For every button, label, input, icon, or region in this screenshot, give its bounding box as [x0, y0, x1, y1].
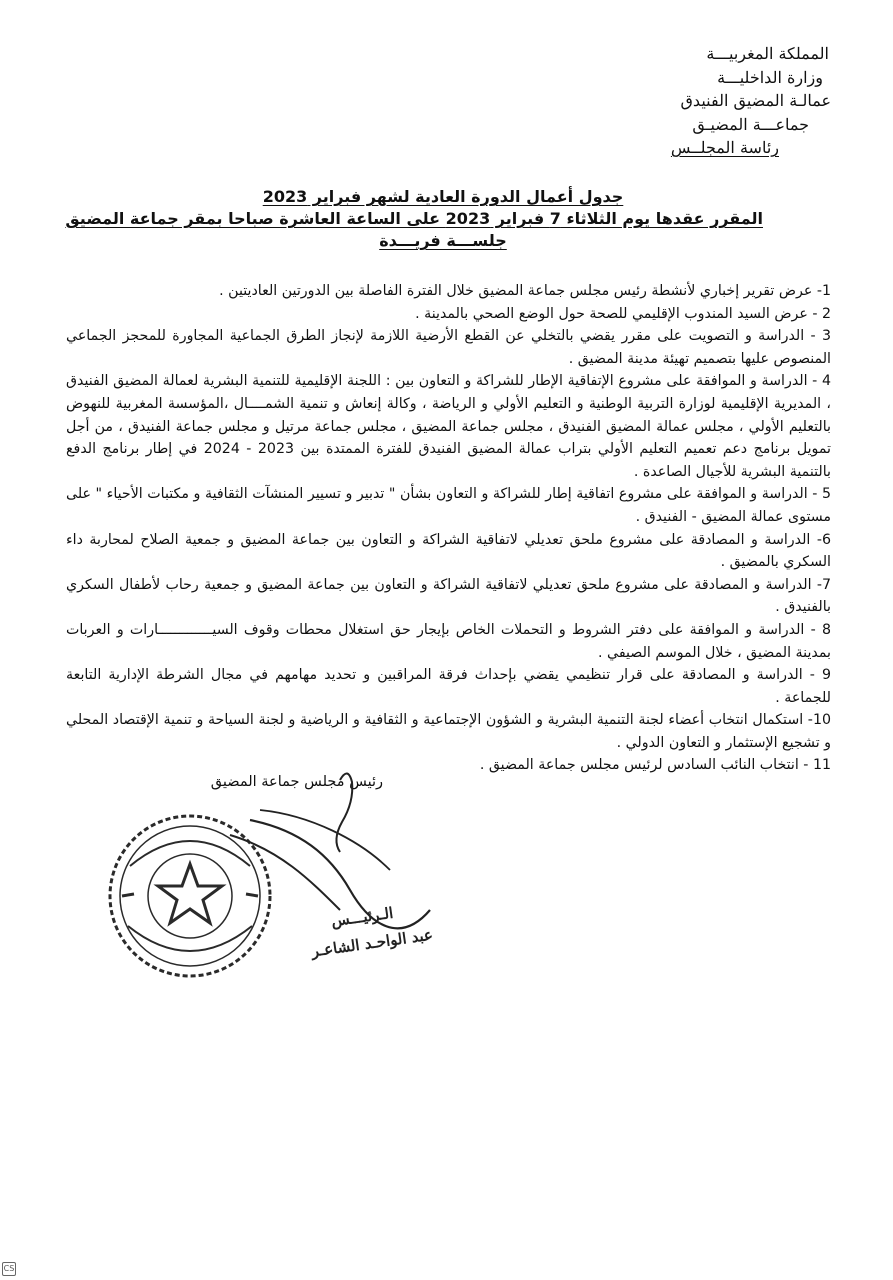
signatory-role: الـرئيـــس	[329, 903, 394, 931]
agenda-item-5: 5 - الدراسة و الموافقة على مشروع اتفاقية إطار للشراكة و التعاون بشأن " تدبير و تسيير المنشآت الثقافية و مكتبات الأحياء " على مستوى عمالة المضيق - الفنيدق .	[66, 486, 831, 525]
letterhead-line-prefecture: عمالـة المضيق الفنيدق	[680, 91, 831, 110]
agenda-item-1: 1- عرض تقرير إخباري لأنشطة رئيس مجلس جماعة المضيق خلال الفترة الفاصلة بين الدورتين العاديتين .	[219, 283, 831, 299]
agenda-item-2: 2 - عرض السيد المندوب الإقليمي للصحة حول الوضع الصحي بالمدينة .	[415, 305, 831, 322]
letterhead	[611, 42, 831, 160]
agenda-item-10: 10- استكمال انتخاب أعضاء لجنة التنمية البشرية و الشؤون الإجتماعية و الثقافية و الرياضية و لجنة السياحة و تنمية الإقتصاد المحلي و تشجيع الإستثمار و التعاون الدولي .	[66, 712, 831, 751]
letterhead-line-ministry: وزارة الداخليـــة	[717, 67, 823, 87]
agenda-item-3: 3 - الدراسة و التصويت على مقرر يقضي بالتخلي عن القطع الأرضية اللازمة لإنجاز الطرق الجماعية المجاورة للمحجز الجماعي المنصوص عليها بتصميم تهيئة مدينة المضيق .	[66, 328, 831, 367]
letterhead-line-kingdom: المملكة المغربيـــة	[706, 44, 829, 63]
agenda-item-8: 8 - الدراسة و الموافقة على دفتر الشروط و التحملات الخاص بإيجار حق استغلال محطات وقوف السيـــــــــــــارات و العربات بمدينة المضيق ، خلال الموسم الصيفي .	[66, 621, 831, 661]
agenda-heading	[65, 186, 763, 252]
agenda-item-6: 6- الدراسة و المصادقة على مشروع ملحق تعديلي لاتفاقية الشراكة و التعاون بين جماعة المضيق و جمعية الصلاح لمحاربة داء السكري بالمضيق .	[66, 531, 831, 571]
agenda-subtitle: المقرر عقدها يوم الثلاثاء 7 فبراير 2023 على الساعة العاشرة صباحا بمقر جماعة المضيق	[65, 209, 763, 228]
agenda-item-4: 4 - الدراسة و الموافقة على مشروع الإتفاقية الإطار للشراكة و التعاون بين : اللجنة الإقليمية للتنمية البشرية لعمالة المضيق الفنيدق ، المديرية الإقليمية لوزارة التربية الوطنية و التعليم الأولي و الرياضة ، وكالة إنعاش و تنمية الشمــــال ،المؤسسة المغربية للنهوض بالتعليم الأولي ، مجلس عمالة المضيق الفنيدق ، مجلس جماعة المضيق ، مجلس جماعة مرتيل و مجلس جماعة الفنيدق ، من أجل تمويل برنامج دعم تعميم التعليم الأولي بتراب عمالة المضيق الفنيدق للفترة الممتدة بين 2023 - 2024 في إطار برنامج الدفع بالتنمية البشرية للأجيال الصاعدة .	[66, 373, 832, 480]
agenda-title: جدول أعمال الدورة العادية لشهر فبراير 2023	[262, 187, 624, 206]
letterhead-line-presidency: رئاسة المجلــس	[670, 138, 779, 157]
signatory-name: عبد الواحـد الشاعـر	[310, 925, 434, 961]
handwritten-signature-icon	[190, 760, 520, 960]
signatory-title: رئيس مجلس جماعة المضيق	[210, 774, 383, 790]
letterhead-line-commune: جماعـــة المضيـق	[692, 114, 809, 134]
agenda-item-9: 9 - الدراسة و المصادقة على قرار تنظيمي يقضي بإحداث فرقة المراقبين و تحديد مهامهم في مجال الشرطة الإدارية التابعة للجماعة .	[66, 667, 831, 706]
agenda-items	[66, 280, 831, 777]
scanner-logo-icon: CS	[2, 1262, 16, 1276]
signature-block	[0, 770, 893, 1070]
session-label: جلســـة فريـــدة	[379, 231, 507, 250]
agenda-item-11: 11 - انتخاب النائب السادس لرئيس مجلس جماعة المضيق .	[479, 757, 831, 774]
agenda-item-7: 7- الدراسة و المصادقة على مشروع ملحق تعديلي لاتفاقية الشراكة و التعاون بين جماعة المضيق و جمعية رحاب لأطفال السكري بالفنيدق .	[66, 576, 831, 616]
